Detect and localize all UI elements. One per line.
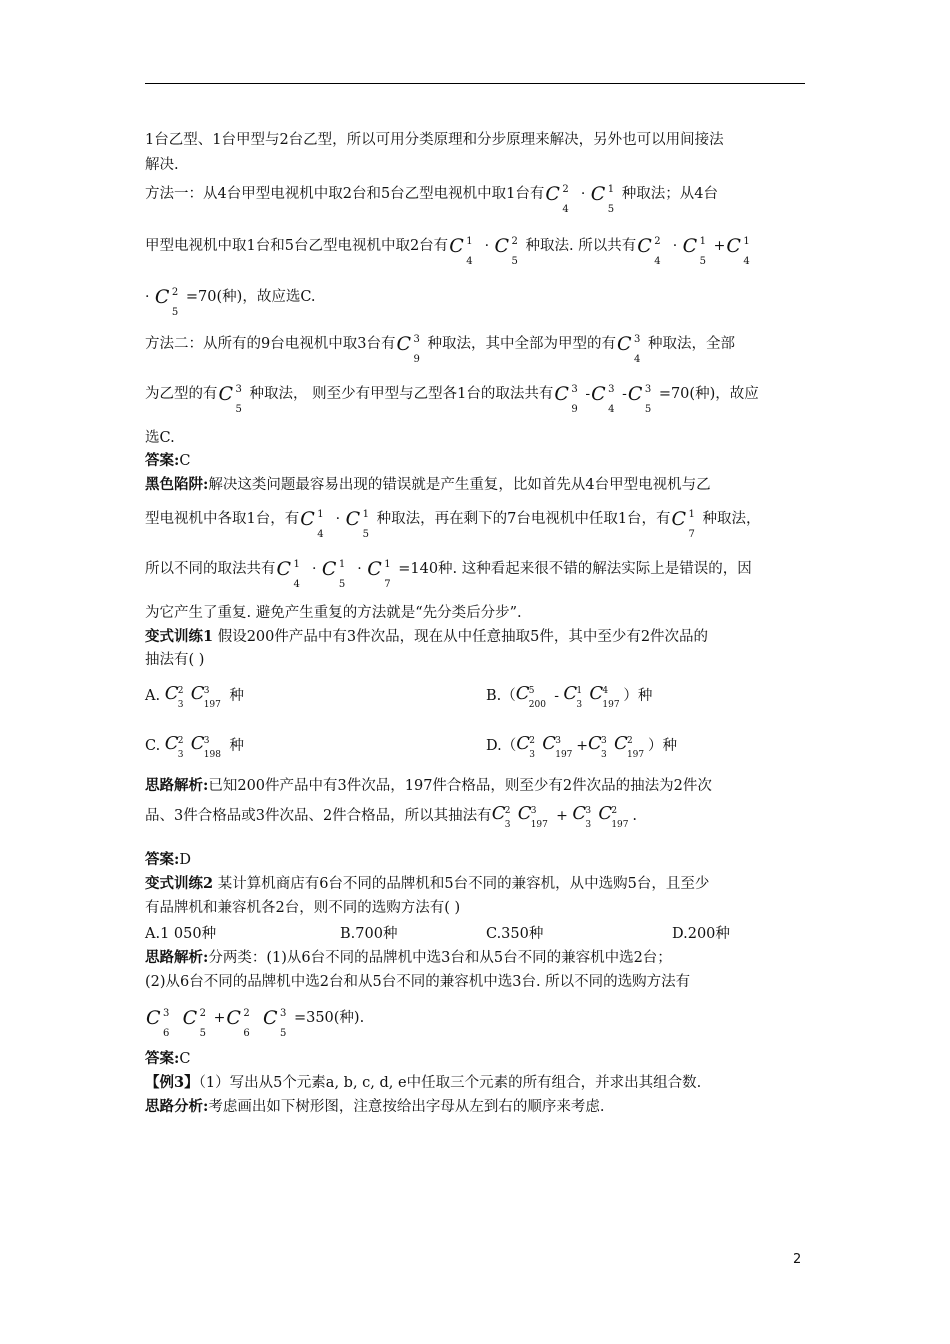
page-number: 2 [793,1252,802,1267]
text-line: 1台乙型、1台甲型与2台乙型，所以可用分类原理和分步原理来解决，另外也可以用间接法 [145,132,724,148]
option-a: A. C 2 3 C 3 197 种 [145,683,244,710]
text-line: 型电视机中各取1台，有 C 1 4 · C 1 5 种取法，再在剩下的7台电视机中任取1台，有 C 1 7 种取法， [145,508,761,540]
example-three-line: 【例3】（1）写出从5个元素a, b, c, d, e中任取三个元素的所有组合，并求出其组合数. [145,1074,702,1091]
option-d: D.200种 [672,926,730,942]
trap-line: 黑色陷阱:解决这类问题最容易出现的错误就是产生重复，比如首先从4台甲型电视机与乙 [145,476,711,493]
text-line: · C 2 5 =70(种)，故应选C. [145,286,316,318]
text-line: 品、3件合格品或3件次品、2件合格品，所以其抽法有 C 2 3 C 3 197 + C 3 3 C 2 197 . [145,803,637,830]
answer-line: 答案:C [145,452,191,469]
text-line: 所以不同的取法共有 C 1 4 · C 1 5 · C 1 7 =140种. 这种看起来很不错的解法实际上是错误的，因 [145,558,752,590]
text-line: 为乙型的有 C 3 5 种取法， 则至少有甲型与乙型各1台的取法共有 C 3 9 - C 3 4 - C 3 5 =70(种)，故应 [145,383,759,415]
option-b: B.700种 [340,926,398,942]
text-line: 选C. [145,430,175,446]
text-line: 有品牌机和兼容机各2台，则不同的选购方法有( ) [145,900,461,916]
analysis-line: 思路解析:已知200件产品中有3件次品，197件合格品，则至少有2件次品的抽法为2件次 [145,777,712,794]
text-line: 甲型电视机中取1台和5台乙型电视机中取2台有 C 1 4 · C 2 5 种取法. 所以共有 C 2 4 · C 1 5 + C 1 4 [145,235,750,267]
method-two-line: 方法二：从所有的9台电视机中取3台有 C 3 9 种取法，其中全部为甲型的有 C 3 4 种取法，全部 [145,333,735,365]
option-d: D.（ C 2 3 C 3 197 + C 3 3 C 2 197 ）种 [486,733,677,760]
answer-line: 答案:C [145,1050,191,1067]
analysis-line: 思路解析:分两类：(1)从6台不同的品牌机中选3台和从5台不同的兼容机中选2台； [145,949,672,966]
option-b: B.（ C 5 200 - C 1 3 C 4 197 ）种 [486,683,653,710]
thinking-line: 思路分析:考虑画出如下树形图，注意按给出字母从左到右的顺序来考虑. [145,1098,605,1115]
header-rule [145,83,805,84]
option-a: A.1 050种 [145,926,217,942]
method-one-line: 方法一：从4台甲型电视机中取2台和5台乙型电视机中取1台有 C 2 4 · C 1 5 种取法；从4台 [145,183,718,215]
option-c: C.350种 [486,926,544,942]
option-c: C. C 2 3 C 3 198 种 [145,733,244,760]
variant-two-line: 变式训练2 某计算机商店有6台不同的品牌机和5台不同的兼容机，从中选购5台，且至少 [145,875,710,892]
text-line: 解决. [145,157,179,173]
variant-one-line: 变式训练1 假设200件产品中有3件次品，现在从中任意抽取5件，其中至少有2件次品的 [145,628,709,645]
text-line: C 3 6 C 2 5 + C 2 6 C 3 5 =350(种). [146,1007,365,1039]
text-line: 为它产生了重复. 避免产生重复的方法就是“先分类后分步”. [145,605,522,621]
text-line: (2)从6台不同的品牌机中选2台和从5台不同的兼容机中选3台. 所以不同的选购方法有 [145,974,691,990]
text-line: 抽法有( ) [145,652,205,668]
answer-line: 答案:D [145,851,191,868]
